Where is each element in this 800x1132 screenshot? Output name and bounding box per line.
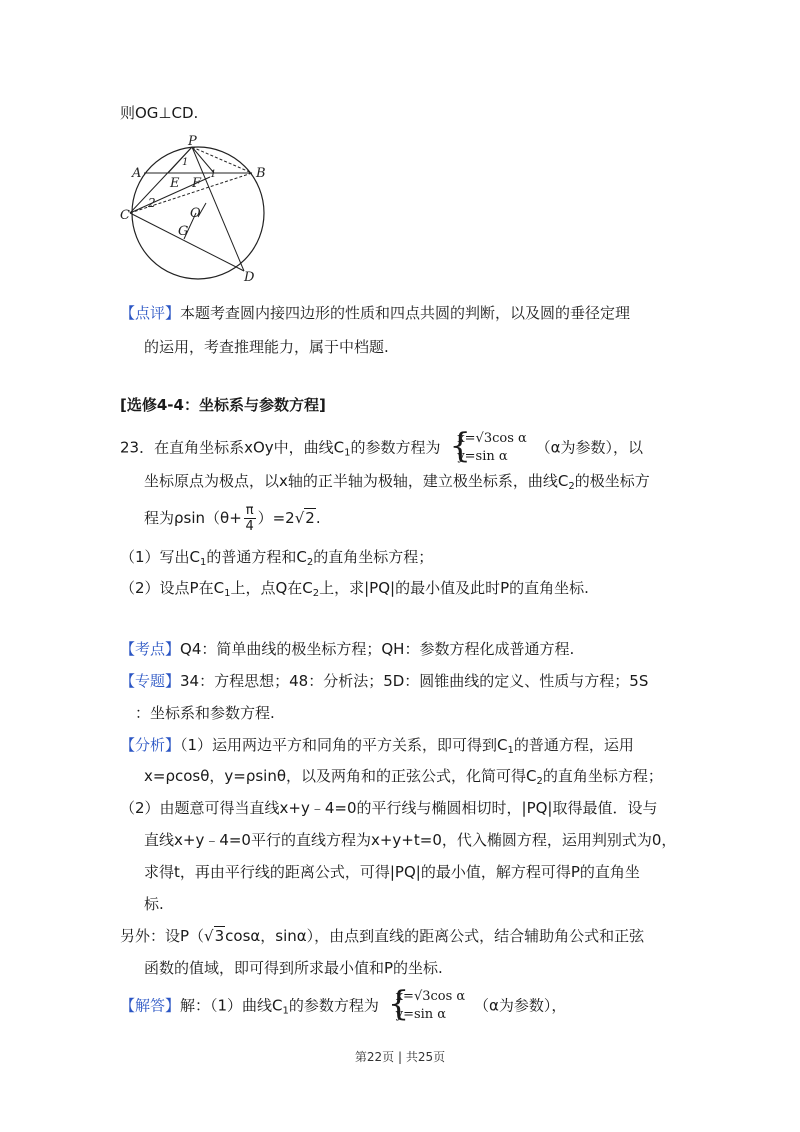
- fenxi-line-2: x=ρcosθ，y=ρsinθ，以及两角和的正弦公式，化简可得$C_2$的直角坐标方程；: [144, 767, 663, 787]
- label-b: B: [256, 166, 266, 181]
- top-conclusion: 则OG⊥CD.: [120, 104, 199, 122]
- fenxi-line-5: 求得t，再由平行线的距离公式，可得|PQ|的最小值，解方程可得P的直角坐: [144, 863, 640, 881]
- review-line-2: 的运用，考查推理能力，属于中档题.: [144, 338, 389, 356]
- page-footer: 第22页 | 共25页: [354, 1050, 446, 1064]
- jieda-tag: 【解答】: [120, 996, 181, 1015]
- lingwai-line-2: 函数的值域，即可得到所求最小值和P的坐标.: [144, 959, 443, 977]
- fenxi-line-6: 标.: [144, 895, 164, 913]
- problem-line-3: 程为ρsin（θ+ $\frac{\pi}{4}$ ）=2√2.: [144, 503, 321, 534]
- review-tag: 【点评】: [120, 304, 181, 322]
- zhuanti-line-2: ：坐标系和参数方程.: [135, 704, 275, 722]
- fenxi-line-3: （2）由题意可得当直线x+y﹣4=0的平行线与椭圆相切时，|PQ|取得最值．设与: [120, 799, 658, 817]
- fenxi-line-1: 【分析】（1）运用两边平方和同角的平方关系，即可得到$C_1$的普通方程，运用: [120, 736, 634, 756]
- pi-over-4: $\frac{\pi}{4}$: [245, 503, 254, 534]
- fenxi-line-4: 直线x+y﹣4=0平行的直线方程为x+y+t=0，代入椭圆方程，运用判别式为0，: [144, 831, 677, 849]
- label-angle-1a: 1: [182, 157, 189, 168]
- label-e: E: [170, 176, 180, 191]
- problem-line-1: 23．在直角坐标系xOy中，曲线$C_1$的参数方程为 { x=√3cos α y=sin α （α为参数），以: [120, 426, 643, 466]
- kaodian-line: 【考点】Q4：简单曲线的极坐标方程；QH：参数方程化成普通方程.: [120, 640, 575, 658]
- review-line-1: 【点评】本题考查圆内接四边形的性质和四点共圆的判断，以及圆的垂径定理: [120, 304, 631, 322]
- label-d: D: [244, 270, 255, 285]
- jieda-line: 【解答】解：（1）曲线$C_1$的参数方程为 { x=√3cos α y=sin α （α为参数），: [120, 984, 567, 1024]
- zhuanti-tag: 【专题】: [120, 672, 181, 690]
- fenxi-tag: 【分析】: [120, 736, 181, 754]
- label-a: A: [132, 166, 142, 181]
- zhuanti-line-1: 【专题】34：方程思想；48：分析法；5D：圆锥曲线的定义、性质与方程；5S: [120, 672, 649, 690]
- kaodian-tag: 【考点】: [120, 640, 181, 658]
- label-c: C: [120, 208, 130, 223]
- question-2: （2）设点P在$C_1$上，点Q在$C_2$上，求|PQ|的最小值及此时P的直角坐标.: [120, 579, 589, 599]
- problem-line-2: 坐标原点为极点，以x轴的正半轴为极轴，建立极坐标系，曲线$C_2$的极坐标方: [144, 472, 650, 492]
- label-angle-2: 2: [148, 196, 156, 210]
- label-f: F: [192, 176, 202, 191]
- label-o: O: [190, 206, 201, 221]
- label-p: P: [188, 135, 197, 149]
- lingwai-line-1: 另外：设P（√3cosα，sinα），由点到直线的距离公式，结合辅助角公式和正弦: [120, 927, 645, 945]
- label-angle-1b: 1: [210, 169, 217, 180]
- question-1: （1）写出$C_1$的普通方程和$C_2$的直角坐标方程；: [120, 548, 434, 568]
- label-g: G: [178, 224, 189, 239]
- section-heading: [选修4-4：坐标系与参数方程]: [120, 396, 326, 414]
- parametric-system-answer: { x=√3cos α y=sin α: [387, 984, 466, 1024]
- parametric-system: { x=√3cos α y=sin α: [449, 426, 527, 466]
- segment-cd: [130, 213, 244, 271]
- circle-geometry-figure: [118, 135, 278, 285]
